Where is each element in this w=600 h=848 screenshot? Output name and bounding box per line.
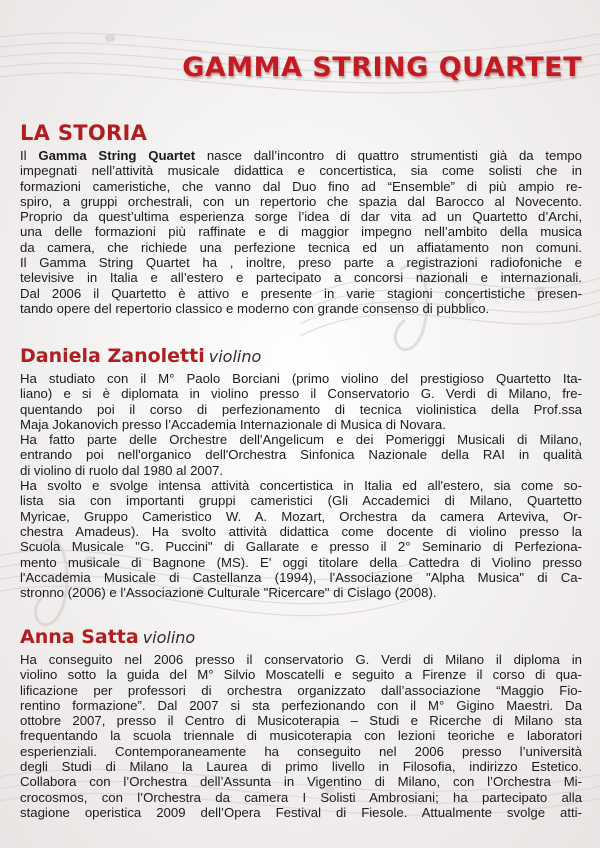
section-heading-storia: LA STORIA <box>20 121 148 145</box>
section-zanoletti <box>20 345 582 600</box>
text-segment: da camera, che richiede una perfezione tecnica ed un affiatamento non comuni. <box>20 239 582 255</box>
text-line: lificazione per professori di orchestra organizzato dall’associazione “Maggio Fio- <box>20 682 582 698</box>
text-segment: tando opere del repertorio classico e moderno con grande consenso di pubblico. <box>20 300 490 316</box>
text-line: lista sia con importanti gruppi cameristici (Gli Accademici di Milano, Quartetto <box>20 493 582 509</box>
text-line: esperienziali. Contemporaneamente ha conseguito nel 2006 presso l’università <box>20 743 582 759</box>
text-segment: impegnati nell’attività musicale didattica e concertistica, sia come solisti che in <box>20 163 582 179</box>
text-line: mento musicale di Bagnone (MS). E' oggi titolare della Cattedra di Violino presso <box>20 554 582 570</box>
text-line <box>20 270 582 285</box>
section-storia <box>20 121 582 316</box>
text-segment: Dal 2006 il Quartetto è attivo e presente in varie stagioni concertistiche presen- <box>20 285 582 301</box>
text-line <box>20 209 582 224</box>
text-line: crocosmos, con l’Orchestra da camera I Solisti Ambrosiani; ha partecipato alla <box>20 789 582 805</box>
text-line: Ha conseguito nel 2006 presso il conservatorio G. Verdi di Milano il diploma in <box>20 652 582 667</box>
text-segment: Proprio da quest’ultima esperienza sorge l’idea di dar vita ad un Quartetto d’Archi, <box>20 209 582 225</box>
text-line: Ha studiato con il M° Paolo Borciani (primo violino del prestigioso Quartetto Ita- <box>20 371 582 386</box>
text-segment: televisive in Italia e all’estero e partecipato a concorsi nazionali e internazionali. <box>20 270 582 286</box>
text-line: Ha svolto e svolge intensa attività concertistica in Italia ed all'estero, sia come so- <box>20 478 582 494</box>
text-line: di violino di ruolo dal 1980 al 2007. <box>20 462 224 478</box>
text-line: frequentando la scuola triennale di musicoterapia con lezioni teoriche e laboratori <box>20 728 582 744</box>
text-line: l'Accademia Musicale di Castellanza (1994), l'Associazione "Alpha Musica" di Ca- <box>20 569 582 585</box>
text-line: quentando poi il corso di perfezionamento di tecnica violinistica della Prof.ssa <box>20 401 582 417</box>
zanoletti-text <box>20 371 582 600</box>
text-segment: formazioni cameristiche, che vanno dal Duo fino ad “Ensemble” di più ampio re- <box>20 178 582 194</box>
text-line <box>20 148 582 163</box>
text-line <box>20 301 582 316</box>
text-line: stagione operistica 2009 dell’Opera Festival di Fiesole. Attualmente svolge atti- <box>20 804 582 820</box>
text-line: ottobre 2007, presso il Centro di Musicoterapia – Studi e Ricerche di Milano sta <box>20 713 582 729</box>
text-line: liano) e si è diplomata in violino presso il Conservatorio G. Verdi di Milano, fre- <box>20 386 582 402</box>
musician-heading-zanoletti <box>20 345 582 367</box>
text-line <box>20 194 582 209</box>
text-line: stronno (2006) e l'Associazione Culturale "Ricercare" di Cislago (2008). <box>20 585 437 601</box>
musician-name: Daniela Zanoletti <box>20 345 205 367</box>
page-title: GAMMA STRING QUARTET <box>182 52 582 83</box>
text-line: Myricae, Gruppo Cameristico W. A. Mozart, Orchestra da camera Arteviva, Or- <box>20 508 582 524</box>
text-line: chestra Amadeus). Ha svolto attività didattica come docente di violino presso la <box>20 523 582 539</box>
text-line: rentino formazione”. Dal 2007 si sta perfezionando con il M° Gigino Maestri. Da <box>20 697 582 713</box>
text-segment: Il <box>20 148 39 163</box>
text-segment: una delle formazioni più raffinate e di maggior impegno nell’ambito della musica <box>20 224 582 240</box>
text-line: Scuola Musicale "G. Puccini" di Gallarate e presso il 2° Seminario di Perfeziona- <box>20 539 582 555</box>
text-line: degli Studi di Milano la Laurea di primo livello in Filosofia, indirizzo Estetico. <box>20 759 582 775</box>
musician-heading-satta <box>20 626 582 648</box>
bold-name: Gamma String Quartet <box>38 148 196 163</box>
musician-name: Anna Satta <box>20 626 139 648</box>
storia-text <box>20 148 582 316</box>
text-line: entrando poi nell'organico dell'Orchestra Sinfonica Nazionale della RAI in qualità <box>20 447 582 463</box>
musician-role: violino <box>208 347 262 366</box>
musician-role: violino <box>142 628 196 647</box>
text-segment: nasce dall’incontro di quattro strumentisti già da tempo <box>195 148 582 163</box>
text-line: Collabora con l’Orchestra dell’Assunta in Vigentino di Milano, con l’Orchestra Mi- <box>20 774 582 790</box>
text-line <box>20 163 582 178</box>
satta-text <box>20 652 582 820</box>
text-line <box>20 286 582 301</box>
text-line <box>20 255 582 270</box>
text-line: Maja Jokanovich presso l’Accademia Internazionale di Musica di Novara. <box>20 416 446 432</box>
text-segment: Il Gamma String Quartet ha , inoltre, preso parte a registrazioni radiofoniche e <box>20 255 582 271</box>
text-line <box>20 240 582 255</box>
text-line <box>20 179 582 194</box>
text-line <box>20 224 582 239</box>
text-line: violino sotto la guida del M° Silvio Moscatelli e seguito a Firenze il corso di qua- <box>20 667 582 683</box>
section-satta <box>20 626 582 820</box>
text-segment: spiro, a gruppi orchestrali, con un repertorio che spazia dal Barocco al Novecento. <box>20 193 582 209</box>
text-line: Ha fatto parte delle Orchestre dell'Angelicum e dei Pomeriggi Musicali di Milano, <box>20 432 582 448</box>
